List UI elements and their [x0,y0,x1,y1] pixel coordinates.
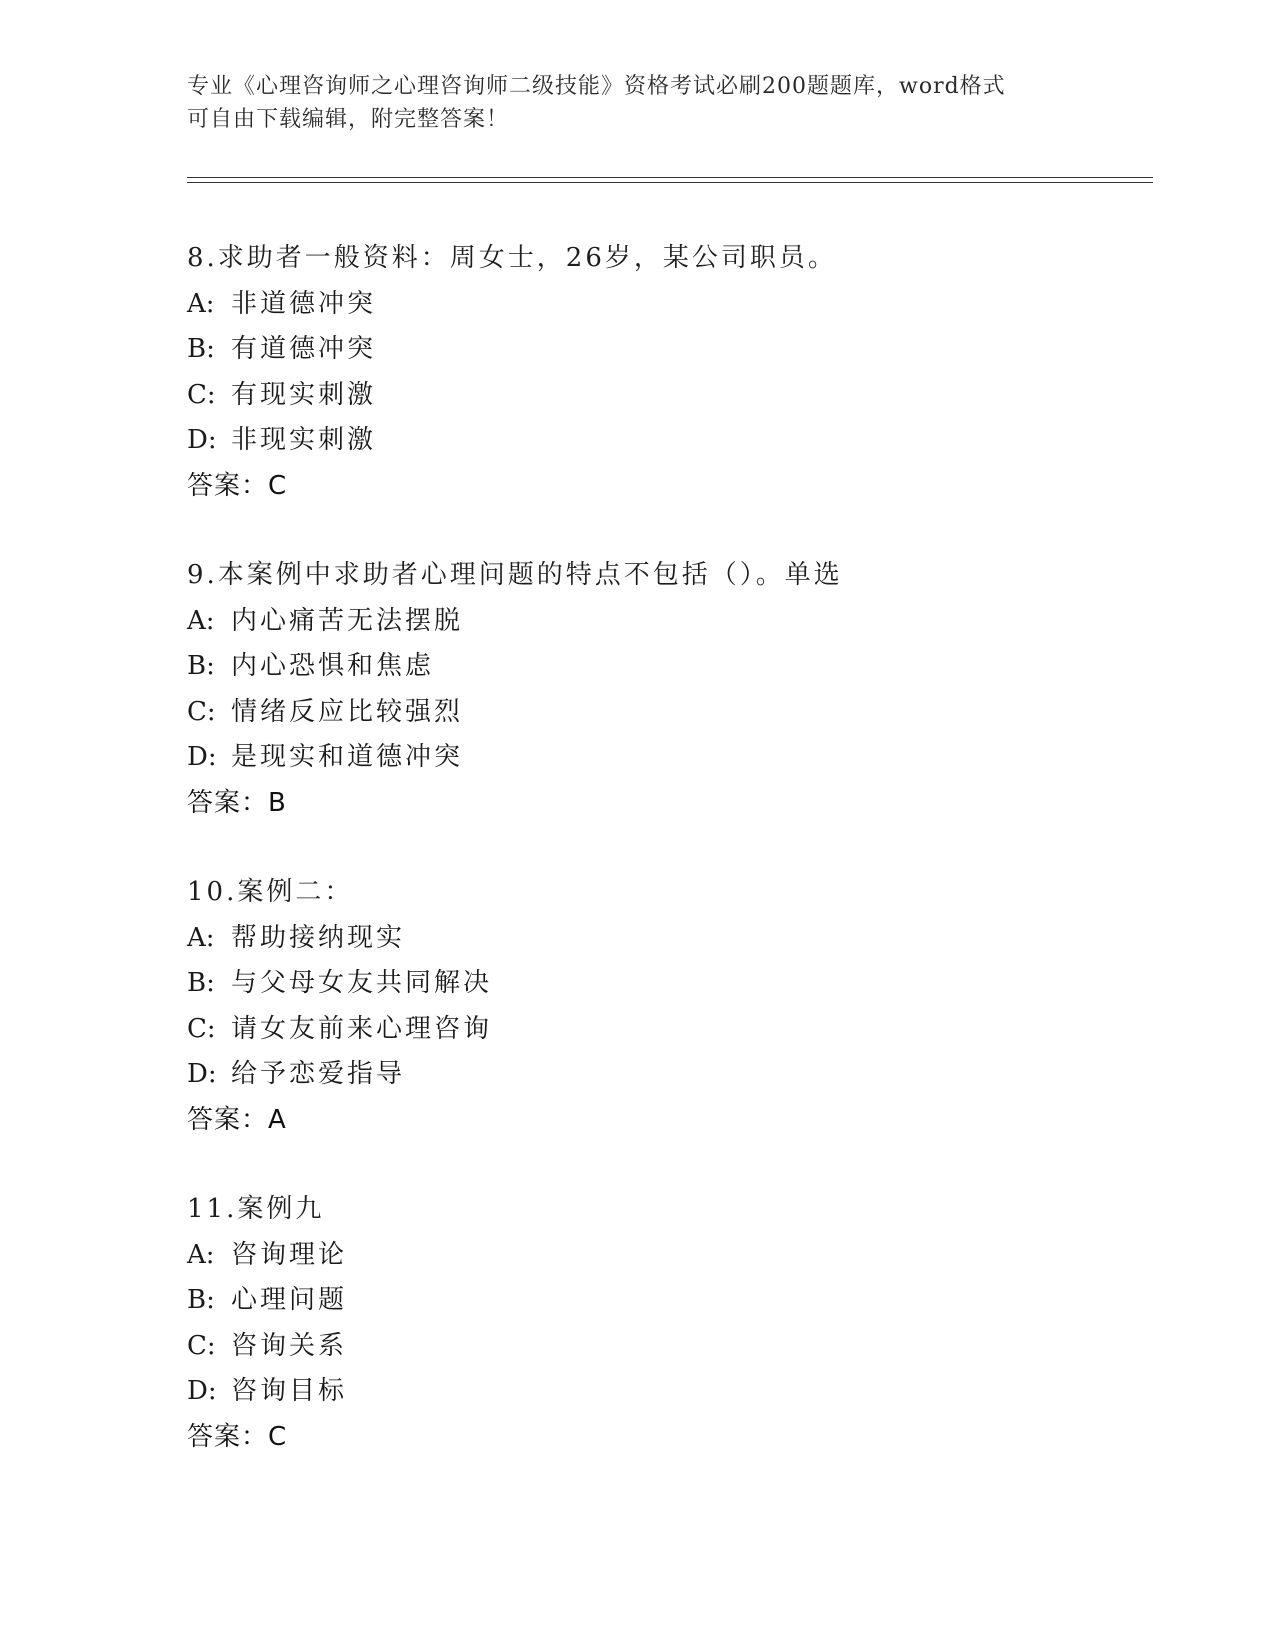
option-tag: B: [187,651,215,681]
option-tag: C: [187,379,216,410]
option-text: 咨询目标 [231,1376,348,1406]
option-text: 咨询关系 [231,1330,348,1361]
option-tag: C: [187,696,216,727]
option-tag: A: [187,288,215,319]
option-c [187,1324,1153,1370]
option-a [187,282,1153,328]
option-text: 咨询理论 [231,1239,348,1270]
option-c [187,690,1153,736]
option-d [187,1052,1153,1098]
document-header [187,70,1087,136]
option-text: 非道德冲突 [231,288,377,319]
option-tag: D: [187,742,217,772]
option-tag: A: [187,922,215,953]
answer-line: 答案：B [187,787,287,818]
option-text: 帮助接纳现实 [231,922,406,953]
option-c [187,1007,1153,1053]
option-tag: B: [187,1285,215,1315]
header-divider-top [187,177,1153,178]
option-c [187,373,1153,419]
question-list [187,236,1153,1460]
option-tag: C: [187,1013,216,1044]
answer-line: 答案：C [187,1421,288,1452]
option-text: 内心恐惧和焦虑 [231,651,435,681]
answer-line: 答案：C [187,470,288,501]
option-text: 给予恋爱指导 [231,1059,406,1089]
option-b [187,644,1153,690]
option-tag: C: [187,1330,216,1361]
header-line-1: 专业《心理咨询师之心理咨询师二级技能》资格考试必刷200题题库，word格式 [187,74,1006,99]
option-text: 非现实刺激 [231,425,377,455]
question-stem: 8.求助者一般资料：周女士，26岁，某公司职员。 [187,243,837,273]
answer-line: 答案：A [187,1104,287,1135]
option-tag: B: [187,334,215,364]
option-a [187,916,1153,962]
question-stem: 9.本案例中求助者心理问题的特点不包括（）。单选 [187,560,843,590]
option-d [187,1369,1153,1415]
option-tag: B: [187,968,215,998]
option-a [187,1233,1153,1279]
option-tag: D: [187,1059,217,1089]
option-tag: A: [187,605,215,636]
option-text: 是现实和道德冲突 [231,742,464,772]
header-line-2: 可自由下载编辑，附完整答案！ [187,107,510,132]
option-tag: A: [187,1239,215,1270]
option-text: 内心痛苦无法摆脱 [231,605,464,636]
question-stem: 11.案例九 [187,1194,325,1224]
option-text: 有道德冲突 [231,334,377,364]
question-stem: 10.案例二： [187,877,354,907]
question-10 [187,870,1153,1143]
option-d [187,735,1153,781]
option-a [187,599,1153,645]
option-tag: D: [187,425,217,455]
option-b [187,1278,1153,1324]
question-8 [187,236,1153,509]
option-text: 与父母女友共同解决 [231,968,493,998]
header-divider-bottom [187,182,1153,183]
option-text: 请女友前来心理咨询 [231,1013,493,1044]
question-9 [187,553,1153,826]
option-b [187,327,1153,373]
option-tag: D: [187,1376,217,1406]
option-d [187,418,1153,464]
option-text: 情绪反应比较强烈 [231,696,464,727]
option-b [187,961,1153,1007]
option-text: 心理问题 [231,1285,348,1315]
question-11 [187,1187,1153,1460]
option-text: 有现实刺激 [231,379,377,410]
